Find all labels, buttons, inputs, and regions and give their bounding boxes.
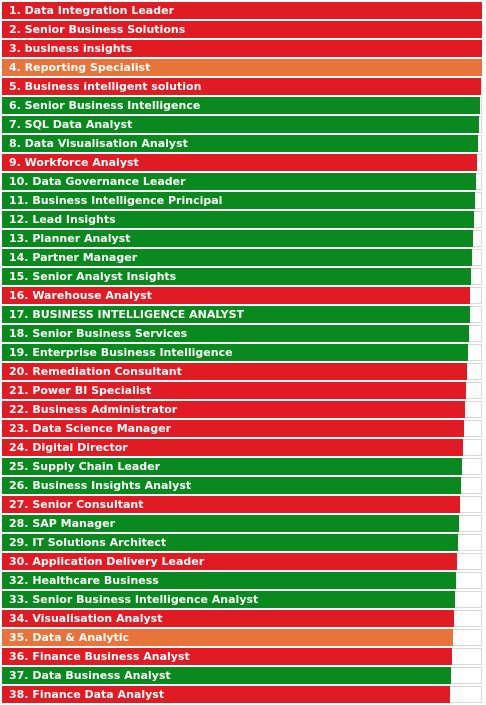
item-label: 38. Finance Data Analyst xyxy=(9,688,165,701)
item-label: 24. Digital Director xyxy=(9,441,128,454)
list-item[interactable] xyxy=(2,211,486,230)
list-item[interactable] xyxy=(2,173,486,192)
list-item[interactable] xyxy=(2,97,486,116)
item-label: 30. Application Delivery Leader xyxy=(9,555,205,568)
item-label: 36. Finance Business Analyst xyxy=(9,650,190,663)
item-label: 8. Data Visualisation Analyst xyxy=(9,137,188,150)
item-label: 28. SAP Manager xyxy=(9,517,116,530)
list-item[interactable] xyxy=(2,572,486,591)
item-label: 2. Senior Business Solutions xyxy=(9,23,186,36)
item-label: 22. Business Administrator xyxy=(9,403,178,416)
list-item[interactable] xyxy=(2,363,486,382)
item-label: 1. Data Integration Leader xyxy=(9,4,174,17)
list-item[interactable] xyxy=(2,344,486,363)
item-label: 9. Workforce Analyst xyxy=(9,156,139,169)
list-item[interactable] xyxy=(2,401,486,420)
list-item[interactable] xyxy=(2,287,486,306)
list-item[interactable] xyxy=(2,249,486,268)
list-item[interactable] xyxy=(2,154,486,173)
item-label: 37. Data Business Analyst xyxy=(9,669,171,682)
list-item[interactable] xyxy=(2,78,486,97)
list-item[interactable] xyxy=(2,116,486,135)
list-item[interactable] xyxy=(2,2,486,21)
item-label: 23. Data Science Manager xyxy=(9,422,172,435)
item-label: 15. Senior Analyst Insights xyxy=(9,270,177,283)
list-item[interactable] xyxy=(2,496,486,515)
list-item[interactable] xyxy=(2,230,486,249)
item-label: 26. Business Insights Analyst xyxy=(9,479,192,492)
item-label: 17. BUSINESS INTELLIGENCE ANALYST xyxy=(9,308,245,321)
item-label: 21. Power BI Specialist xyxy=(9,384,152,397)
item-label: 11. Business Intelligence Principal xyxy=(9,194,223,207)
list-item[interactable] xyxy=(2,40,486,59)
list-item[interactable] xyxy=(2,515,486,534)
ranked-list xyxy=(2,2,486,705)
list-item[interactable] xyxy=(2,686,486,705)
item-label: 10. Data Governance Leader xyxy=(9,175,186,188)
list-item[interactable] xyxy=(2,553,486,572)
list-item[interactable] xyxy=(2,420,486,439)
list-item[interactable] xyxy=(2,135,486,154)
list-item[interactable] xyxy=(2,268,486,287)
item-label: 20. Remediation Consultant xyxy=(9,365,182,378)
list-item[interactable] xyxy=(2,610,486,629)
item-label: 12. Lead Insights xyxy=(9,213,116,226)
list-item[interactable] xyxy=(2,325,486,344)
item-label: 34. Visualisation Analyst xyxy=(9,612,163,625)
list-item[interactable] xyxy=(2,21,486,40)
item-label: 4. Reporting Specialist xyxy=(9,61,151,74)
item-label: 29. IT Solutions Architect xyxy=(9,536,167,549)
list-item[interactable] xyxy=(2,458,486,477)
item-label: 27. Senior Consultant xyxy=(9,498,144,511)
list-item[interactable] xyxy=(2,534,486,553)
item-label: 5. Business intelligent solution xyxy=(9,80,202,93)
list-item[interactable] xyxy=(2,59,486,78)
list-item[interactable] xyxy=(2,648,486,667)
item-label: 32. Healthcare Business xyxy=(9,574,159,587)
list-item[interactable] xyxy=(2,477,486,496)
item-label: 14. Partner Manager xyxy=(9,251,138,264)
item-label: 3. business insights xyxy=(9,42,133,55)
list-item[interactable] xyxy=(2,667,486,686)
item-label: 6. Senior Business Intelligence xyxy=(9,99,201,112)
list-item[interactable] xyxy=(2,629,486,648)
item-label: 18. Senior Business Services xyxy=(9,327,188,340)
item-label: 7. SQL Data Analyst xyxy=(9,118,133,131)
item-label: 35. Data & Analytic xyxy=(9,631,130,644)
item-label: 33. Senior Business Intelligence Analyst xyxy=(9,593,259,606)
item-label: 25. Supply Chain Leader xyxy=(9,460,160,473)
item-label: 16. Warehouse Analyst xyxy=(9,289,152,302)
list-item[interactable] xyxy=(2,192,486,211)
list-item[interactable] xyxy=(2,591,486,610)
list-item[interactable] xyxy=(2,306,486,325)
item-label: 19. Enterprise Business Intelligence xyxy=(9,346,233,359)
item-label: 13. Planner Analyst xyxy=(9,232,131,245)
list-item[interactable] xyxy=(2,439,486,458)
list-item[interactable] xyxy=(2,382,486,401)
